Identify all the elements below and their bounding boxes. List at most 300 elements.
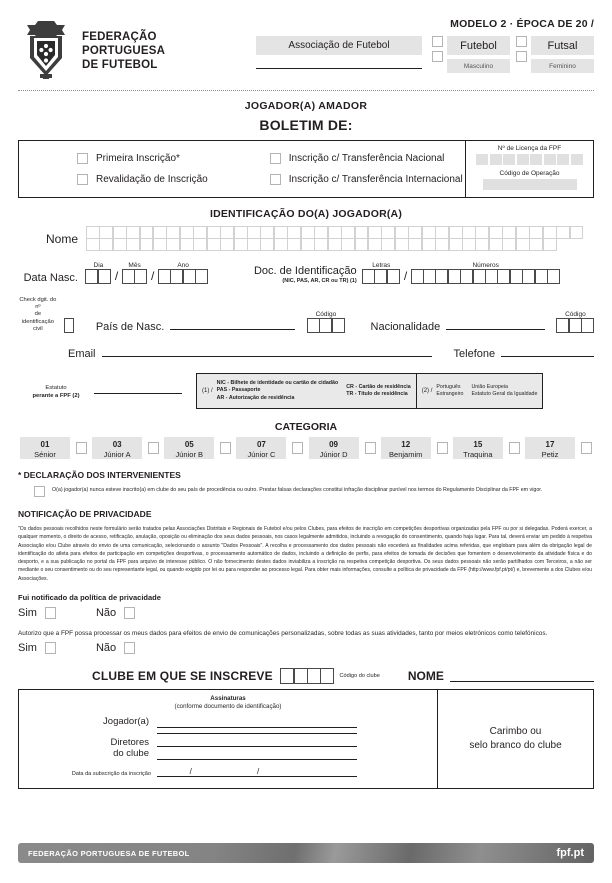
revalidacao-label: Revalidação de Inscrição bbox=[96, 174, 208, 185]
option-revalidacao[interactable] bbox=[77, 174, 208, 185]
estatuto-line-1: Estatuto bbox=[45, 385, 67, 392]
pais-nasc-input[interactable] bbox=[170, 329, 295, 330]
mes-cell[interactable] bbox=[122, 269, 135, 284]
nome-cell[interactable] bbox=[341, 238, 355, 251]
nome-cell[interactable] bbox=[462, 226, 476, 239]
data-slash-2: / bbox=[256, 766, 260, 776]
categoria-checkbox[interactable] bbox=[220, 442, 231, 454]
categoria-tag bbox=[453, 437, 503, 459]
nome-row bbox=[18, 226, 594, 251]
clube-nome-input[interactable] bbox=[450, 670, 594, 682]
nome-cell[interactable] bbox=[247, 226, 261, 239]
numeros-cell[interactable] bbox=[535, 269, 548, 284]
nome-cell[interactable] bbox=[86, 238, 100, 251]
nacionalidade-codigo-cell[interactable] bbox=[569, 318, 582, 333]
categoria-checkbox[interactable] bbox=[581, 442, 592, 454]
categoria-item[interactable] bbox=[164, 437, 231, 459]
nome-cell[interactable] bbox=[395, 238, 409, 251]
nome-cell[interactable] bbox=[207, 238, 221, 251]
assinatura-diretor-line-1[interactable] bbox=[157, 733, 357, 734]
nome-cell[interactable] bbox=[274, 238, 288, 251]
nome-cell[interactable] bbox=[287, 226, 301, 239]
check-digit-line-2: de identificação civil bbox=[21, 311, 54, 332]
carimbo-line-2: selo branco do clube bbox=[469, 739, 562, 751]
page-title: BOLETIM DE: bbox=[259, 117, 353, 133]
privacidade-answer-2[interactable] bbox=[18, 642, 594, 654]
futsal-label: Futsal bbox=[531, 36, 594, 55]
nome-cell[interactable] bbox=[193, 226, 207, 239]
ano-field[interactable] bbox=[158, 262, 208, 284]
nome-cell[interactable] bbox=[180, 238, 194, 251]
associacao-field[interactable] bbox=[256, 36, 422, 69]
sim-checkbox-1[interactable] bbox=[45, 607, 56, 619]
legend-nic: NIC - Bilhete de identidade ou cartão de cidadão bbox=[216, 379, 339, 386]
futebol-checkbox[interactable] bbox=[432, 36, 443, 47]
doc-identificacao-sublabel: (NIC, PAS, AR, CR ou TR) (1) bbox=[282, 278, 357, 284]
associacao-input-line[interactable] bbox=[256, 68, 422, 69]
nome-cell[interactable] bbox=[422, 238, 436, 251]
nacionalidade-codigo-field[interactable] bbox=[557, 311, 594, 333]
categoria-item[interactable] bbox=[453, 437, 520, 459]
numeros-cell[interactable] bbox=[497, 269, 510, 284]
clube-codigo-cell[interactable] bbox=[307, 668, 321, 684]
identificacao-section-title: IDENTIFICAÇÃO DO(A) JOGADOR(A) bbox=[209, 208, 403, 220]
data-subscricao-input[interactable] bbox=[157, 767, 357, 777]
legend-cr: CR - Cartão de residência bbox=[346, 383, 411, 390]
categoria-tag bbox=[525, 437, 575, 459]
assinatura-jogador-line[interactable] bbox=[157, 727, 357, 728]
clube-codigo-cells[interactable] bbox=[281, 668, 335, 684]
nome-label: Nome bbox=[45, 231, 78, 246]
nome-cell[interactable] bbox=[422, 226, 436, 239]
legend-col-4 bbox=[471, 384, 537, 399]
nome-cell[interactable] bbox=[435, 226, 449, 239]
categoria-name: Júnior B bbox=[175, 450, 204, 460]
legend-ar: AR - Autorização de residência bbox=[216, 395, 295, 401]
categoria-number: 09 bbox=[329, 440, 339, 450]
privacidade-question-1: Fui notificado da política de privacidade bbox=[18, 592, 161, 602]
assinatura-jogador-label: Jogador(a) bbox=[103, 715, 149, 727]
nome-cell[interactable] bbox=[462, 238, 476, 251]
nome-cell[interactable] bbox=[260, 226, 274, 239]
nacionalidade-codigo-label: Código bbox=[565, 311, 586, 319]
numeros-cell[interactable] bbox=[460, 269, 473, 284]
brand-line-1: FEDERAÇÃO bbox=[82, 31, 157, 43]
nome-cell[interactable] bbox=[274, 226, 288, 239]
categoria-item[interactable] bbox=[236, 437, 303, 459]
pais-nasc-label: País de Nasc. bbox=[95, 321, 165, 334]
mes-label: Mês bbox=[128, 262, 141, 269]
data-subscricao-label: Data da subscrição da inscrição bbox=[71, 770, 151, 777]
brand-line-2: PORTUGUESA bbox=[82, 45, 166, 58]
sim-label-1: Sim bbox=[18, 606, 37, 619]
brand-line-3: DE FUTEBOL bbox=[82, 59, 158, 72]
nome-cell[interactable] bbox=[126, 238, 140, 251]
licenca-cell[interactable] bbox=[530, 154, 542, 165]
licenca-cell[interactable] bbox=[571, 154, 583, 165]
ano-cell[interactable] bbox=[195, 269, 208, 284]
transferencia-nacional-checkbox[interactable] bbox=[270, 153, 281, 164]
mes-field[interactable] bbox=[122, 262, 147, 284]
categoria-number: 03 bbox=[112, 440, 122, 450]
carimbo-area bbox=[437, 690, 593, 788]
primeira-inscricao-checkbox[interactable] bbox=[77, 153, 88, 164]
footer-left-text: FEDERAÇÃO PORTUGUESA DE FUTEBOL bbox=[28, 848, 190, 858]
nome-cell[interactable] bbox=[368, 238, 382, 251]
nome-cell[interactable] bbox=[301, 226, 315, 239]
country-nationality-row bbox=[18, 297, 594, 333]
categoria-name: Petiz bbox=[541, 450, 559, 460]
nome-cell[interactable] bbox=[247, 238, 261, 251]
ano-cells[interactable] bbox=[158, 269, 208, 284]
assinaturas-box bbox=[18, 689, 594, 789]
categoria-checkbox[interactable] bbox=[437, 442, 448, 454]
assinatura-diretor-line-2[interactable] bbox=[157, 746, 357, 747]
categoria-checkbox[interactable] bbox=[148, 442, 159, 454]
categoria-name: Sénior bbox=[34, 450, 56, 460]
nao-checkbox-1[interactable] bbox=[124, 607, 135, 619]
ano-cell[interactable] bbox=[158, 269, 171, 284]
nome-cell[interactable] bbox=[140, 238, 154, 251]
nome-cell[interactable] bbox=[140, 226, 154, 239]
nome-cell[interactable] bbox=[166, 238, 180, 251]
nome-cell[interactable] bbox=[489, 226, 503, 239]
ano-cell[interactable] bbox=[170, 269, 183, 284]
categoria-tag bbox=[381, 437, 431, 459]
nome-cell[interactable] bbox=[126, 226, 140, 239]
categoria-number: 01 bbox=[40, 440, 50, 450]
privacidade-paragraph: "Os dados pessoais recolhidos neste formulário serão tratados pelas Associações Distritais e Regionais de Futebol e/ou pelos Clubes, para efeitos de inscrição em competições desportivas organizadas pela FPF ou por si delegadas. Poderá exercer, a qualquer momento, o direito de acesso, retificação, anulação, oposição ou eliminação dos seus dados pessoais, nos casos legalmente admitidos, incluindo a revogação do consentimento, quando haja lugar. Para tal, deverá enviar um pedido à respetiva Associação e/ou Clube através do envio de uma comunicação, selecionando o assunto "Dados Pessoais". A recolha e processamento dos dados pessoais não excederá as finalidades acima referidas, que englobam para além da obrigação legal de identificação do atleta para efeitos de participação em competições desportivas, o processamento automático de dados, incluindo a definição de perfis, para efeitos de tomada de decisões que fomentem o desenvolvimento da atividade física e do desporto, e a sua publicação no portal da FPF para arquivo de interesse público. O não fornecimento destes dados inviabiliza a inscrição na respetiva competição desportiva. Os seus dados pessoais não serão partilhados com Terceiros, a não ser mediante o seu consentimento ou do seu representante legal, ou quando exigido por lei ou para responder ao processo legal. Para obter mais informações, consulte a política de privacidade da FPF (http://www.fpf.pt/pt/) e, brevemente a dos Clubes e/ou Associações. bbox=[18, 526, 592, 582]
futebol-label: Futebol bbox=[447, 36, 510, 55]
licenca-cells[interactable] bbox=[466, 154, 593, 165]
nome-cell[interactable] bbox=[341, 226, 355, 239]
nome-cell[interactable] bbox=[475, 238, 489, 251]
dia-cell[interactable] bbox=[98, 269, 111, 284]
categoria-number: 17 bbox=[545, 440, 555, 450]
assinatura-diretores-label bbox=[19, 738, 157, 760]
transferencia-internacional-label: Inscrição c/ Transferência Internacional bbox=[288, 174, 463, 185]
categoria-item[interactable] bbox=[381, 437, 448, 459]
categoria-checkbox[interactable] bbox=[292, 442, 303, 454]
legend-uniao-europeia: União Europeia bbox=[471, 383, 508, 390]
doc-label-block bbox=[254, 266, 357, 284]
masculino-label: Masculino bbox=[447, 59, 510, 73]
pais-codigo-cell[interactable] bbox=[319, 318, 332, 333]
numeros-cell[interactable] bbox=[547, 269, 560, 284]
licenca-cell[interactable] bbox=[517, 154, 529, 165]
nome-cell[interactable] bbox=[99, 226, 113, 239]
email-label: Email bbox=[68, 348, 96, 361]
nome-cell[interactable] bbox=[368, 226, 382, 239]
legend-index-1: (1) / bbox=[202, 388, 213, 395]
email-input[interactable] bbox=[102, 356, 432, 357]
nome-cell[interactable] bbox=[113, 226, 127, 239]
futebol-group[interactable] bbox=[432, 36, 510, 73]
option-primeira-inscricao[interactable] bbox=[77, 153, 208, 164]
pais-codigo-field[interactable] bbox=[307, 311, 344, 333]
categoria-tag bbox=[309, 437, 359, 459]
categoria-checkbox[interactable] bbox=[509, 442, 520, 454]
nome-cell[interactable] bbox=[529, 238, 543, 251]
carimbo-line-1: Carimbo ou bbox=[489, 725, 542, 737]
nome-cell[interactable] bbox=[516, 238, 530, 251]
nome-cell[interactable] bbox=[328, 226, 342, 239]
fpf-shield-cross-icon bbox=[18, 18, 74, 80]
numeros-field[interactable] bbox=[411, 262, 560, 284]
operacao-label: Código de Operação bbox=[499, 170, 560, 177]
legend-col-3 bbox=[436, 384, 463, 399]
nome-cell[interactable] bbox=[381, 226, 395, 239]
nome-cell[interactable] bbox=[529, 226, 543, 239]
check-digit-line-1: Check dgit. do nº bbox=[19, 297, 57, 311]
contact-row bbox=[18, 348, 594, 360]
clube-codigo-cell[interactable] bbox=[294, 668, 308, 684]
categoria-tag bbox=[164, 437, 214, 459]
letras-cell[interactable] bbox=[362, 269, 375, 284]
numeros-cell[interactable] bbox=[411, 269, 424, 284]
option-transferencia-internacional[interactable] bbox=[270, 174, 463, 185]
legend-estatuto-igualdade: Estatuto Geral da Igualdade bbox=[471, 391, 538, 398]
categoria-tag bbox=[20, 437, 70, 459]
categoria-tag bbox=[92, 437, 142, 459]
clube-nome-label: NOME bbox=[407, 668, 444, 683]
nome-cell[interactable] bbox=[180, 226, 194, 239]
date-slash-1: / bbox=[114, 269, 119, 283]
nome-cell[interactable] bbox=[489, 238, 503, 251]
page-subtitle: JOGADOR(A) AMADOR bbox=[244, 100, 368, 112]
categoria-number: 12 bbox=[401, 440, 411, 450]
nome-cell[interactable] bbox=[328, 238, 342, 251]
licenca-panel bbox=[465, 141, 593, 197]
licenca-cell[interactable] bbox=[557, 154, 569, 165]
declaracao-checkbox[interactable] bbox=[34, 486, 45, 497]
privacidade-answer-1[interactable] bbox=[18, 607, 594, 619]
masculino-checkbox[interactable] bbox=[432, 51, 443, 62]
categoria-tag bbox=[236, 437, 286, 459]
nome-cell[interactable] bbox=[260, 238, 274, 251]
nome-cell[interactable] bbox=[381, 238, 395, 251]
clube-codigo-cell[interactable] bbox=[280, 668, 294, 684]
ano-cell[interactable] bbox=[183, 269, 196, 284]
nome-cell[interactable] bbox=[355, 226, 369, 239]
legend-estrangeiro: Estrangeiro bbox=[436, 391, 464, 398]
nao-label-1: Não bbox=[95, 606, 117, 619]
nao-checkbox-2[interactable] bbox=[124, 642, 135, 654]
header-right bbox=[256, 18, 594, 73]
nome-cell[interactable] bbox=[207, 226, 221, 239]
nome-cell[interactable] bbox=[543, 226, 557, 239]
telefone-input[interactable] bbox=[501, 356, 594, 357]
assinaturas-heading: Assinaturas bbox=[210, 694, 246, 702]
futsal-checkbox[interactable] bbox=[516, 36, 527, 47]
page-footer bbox=[18, 843, 594, 863]
categoria-title: CATEGORIA bbox=[274, 421, 338, 434]
licenca-cell[interactable] bbox=[503, 154, 515, 165]
declaracao-row[interactable] bbox=[18, 487, 594, 497]
nome-cell[interactable] bbox=[220, 226, 234, 239]
sim-checkbox-2[interactable] bbox=[45, 642, 56, 654]
feminino-label: Feminino bbox=[531, 59, 594, 73]
licenca-cell[interactable] bbox=[490, 154, 502, 165]
numeros-cell[interactable] bbox=[510, 269, 523, 284]
nome-cell[interactable] bbox=[166, 226, 180, 239]
nome-cell[interactable] bbox=[153, 226, 167, 239]
legend-col-2 bbox=[346, 384, 410, 399]
numeros-cell[interactable] bbox=[485, 269, 498, 284]
legend-col-1 bbox=[217, 380, 339, 403]
numeros-cell[interactable] bbox=[522, 269, 535, 284]
legend-status-types bbox=[416, 374, 543, 408]
estatuto-input[interactable] bbox=[94, 393, 182, 394]
nome-cell[interactable] bbox=[408, 238, 422, 251]
nacionalidade-label: Nacionalidade bbox=[370, 321, 441, 334]
nome-cell[interactable] bbox=[570, 226, 584, 239]
clube-row bbox=[18, 668, 594, 684]
nome-cell[interactable] bbox=[556, 226, 570, 239]
categoria-item[interactable] bbox=[525, 437, 592, 459]
categoria-number: 05 bbox=[184, 440, 194, 450]
numeros-cells[interactable] bbox=[411, 269, 560, 284]
nome-cell[interactable] bbox=[301, 238, 315, 251]
pais-codigo-cells[interactable] bbox=[307, 318, 344, 333]
categoria-name: Júnior A bbox=[103, 450, 131, 460]
letras-cells[interactable] bbox=[363, 269, 400, 284]
nome-cell[interactable] bbox=[193, 238, 207, 251]
assinatura-diretor-row-1 bbox=[19, 733, 437, 760]
dia-field[interactable] bbox=[86, 262, 111, 284]
date-slash-2: / bbox=[150, 269, 155, 283]
nome-cell[interactable] bbox=[502, 226, 516, 239]
nacionalidade-codigo-cell[interactable] bbox=[581, 318, 594, 333]
letras-cell[interactable] bbox=[387, 269, 400, 284]
nome-cell[interactable] bbox=[234, 226, 248, 239]
numeros-cell[interactable] bbox=[448, 269, 461, 284]
categoria-item[interactable] bbox=[309, 437, 376, 459]
feminino-checkbox[interactable] bbox=[516, 51, 527, 62]
nome-cell[interactable] bbox=[502, 238, 516, 251]
licenca-label: Nº de Licença da FPF bbox=[497, 145, 562, 152]
letras-field[interactable] bbox=[363, 262, 400, 284]
privacidade-heading: NOTIFICAÇÃO DE PRIVACIDADE bbox=[18, 509, 152, 520]
footer-site: fpf.pt bbox=[556, 847, 584, 859]
estatuto-line-2: perante a FPF (2) bbox=[32, 392, 80, 399]
nome-cell[interactable] bbox=[220, 238, 234, 251]
licenca-cell[interactable] bbox=[476, 154, 488, 165]
dia-cell[interactable] bbox=[85, 269, 98, 284]
nome-cell[interactable] bbox=[475, 226, 489, 239]
letras-label: Letras bbox=[372, 262, 391, 269]
nome-cell[interactable] bbox=[543, 238, 557, 251]
estatuto-label bbox=[18, 373, 94, 401]
nome-cell[interactable] bbox=[395, 226, 409, 239]
numeros-cell[interactable] bbox=[473, 269, 486, 284]
categoria-name: Traquina bbox=[463, 450, 493, 460]
associacao-label: Associação de Futebol bbox=[256, 36, 422, 55]
nome-cell[interactable] bbox=[449, 226, 463, 239]
nome-cell[interactable] bbox=[153, 238, 167, 251]
pais-codigo-cell[interactable] bbox=[307, 318, 320, 333]
legend-portugues: Português bbox=[436, 383, 461, 390]
numeros-cell[interactable] bbox=[423, 269, 436, 284]
nacionalidade-codigo-cell[interactable] bbox=[556, 318, 569, 333]
mes-cells[interactable] bbox=[122, 269, 147, 284]
check-digit-cell[interactable] bbox=[64, 318, 74, 333]
nome-cell[interactable] bbox=[86, 226, 100, 239]
categoria-item[interactable] bbox=[92, 437, 159, 459]
legend-tr: TR - Título de residência bbox=[346, 391, 408, 398]
dia-label: Dia bbox=[93, 262, 104, 269]
nome-cell[interactable] bbox=[408, 226, 422, 239]
legend-pas: PAS - Passaporte bbox=[216, 387, 261, 394]
categoria-checkbox[interactable] bbox=[76, 442, 87, 454]
diretores-line-2: do clube bbox=[113, 747, 149, 759]
nome-input-grid[interactable] bbox=[86, 226, 588, 251]
nome-cell[interactable] bbox=[355, 238, 369, 251]
declaracao-text: O(a) jogador(a) nunca esteve inscrito(a) em clube do seu país de procedência ou outro. Prestar falsas declarações constitui infração disciplinar punível nos termos do Regulamento Disciplinar da FPF em vigor. bbox=[52, 487, 543, 494]
categoria-number: 15 bbox=[473, 440, 483, 450]
option-transferencia-nacional[interactable] bbox=[270, 153, 463, 164]
nacionalidade-input[interactable] bbox=[446, 329, 545, 330]
telefone-label: Telefone bbox=[453, 348, 496, 361]
assinatura-jogador-row bbox=[19, 717, 437, 728]
legend-box bbox=[196, 373, 543, 409]
nome-cell[interactable] bbox=[516, 226, 530, 239]
transferencia-internacional-checkbox[interactable] bbox=[270, 174, 281, 185]
nome-cell[interactable] bbox=[449, 238, 463, 251]
declaracao-heading: * DECLARAÇÃO DOS INTERVENIENTES bbox=[18, 470, 181, 481]
categoria-name: Júnior C bbox=[247, 450, 276, 460]
nome-cell[interactable] bbox=[435, 238, 449, 251]
licenca-cell[interactable] bbox=[544, 154, 556, 165]
transferencia-nacional-label: Inscrição c/ Transferência Nacional bbox=[288, 153, 445, 164]
diretores-lines-group bbox=[157, 733, 357, 760]
nome-cell[interactable] bbox=[314, 226, 328, 239]
categoria-number: 07 bbox=[256, 440, 266, 450]
numeros-cell[interactable] bbox=[435, 269, 448, 284]
assinaturas-heading-block bbox=[19, 690, 437, 712]
mes-cell[interactable] bbox=[134, 269, 147, 284]
doc-identificacao-label: Doc. de Identificação bbox=[253, 265, 357, 278]
nome-cell[interactable] bbox=[234, 238, 248, 251]
letras-cell[interactable] bbox=[374, 269, 387, 284]
nome-cell[interactable] bbox=[314, 238, 328, 251]
estatuto-row bbox=[18, 373, 594, 409]
data-nasc-label: Data Nasc. bbox=[23, 272, 78, 284]
birth-and-doc-row bbox=[18, 262, 594, 284]
ano-label: Ano bbox=[177, 262, 189, 269]
categoria-checkbox[interactable] bbox=[365, 442, 376, 454]
operacao-input[interactable] bbox=[483, 179, 577, 190]
pais-codigo-cell[interactable] bbox=[332, 318, 345, 333]
sim-label-2: Sim bbox=[18, 641, 37, 654]
nome-cell[interactable] bbox=[287, 238, 301, 251]
nacionalidade-codigo-cells[interactable] bbox=[557, 318, 594, 333]
check-digit-label bbox=[18, 297, 58, 333]
legend-doc-types bbox=[197, 374, 416, 408]
revalidacao-checkbox[interactable] bbox=[77, 174, 88, 185]
categoria-item[interactable] bbox=[20, 437, 87, 459]
clube-title: CLUBE EM QUE SE INSCREVE bbox=[92, 668, 273, 683]
nome-cell[interactable] bbox=[113, 238, 127, 251]
clube-codigo-cell[interactable] bbox=[320, 668, 334, 684]
assinaturas-subheading: (conforme documento de identificação) bbox=[174, 703, 282, 711]
nome-cell[interactable] bbox=[99, 238, 113, 251]
dia-cells[interactable] bbox=[86, 269, 111, 284]
nao-label-2: Não bbox=[95, 641, 117, 654]
assinatura-diretor-line-3[interactable] bbox=[157, 759, 357, 760]
futsal-group[interactable] bbox=[516, 36, 594, 73]
header-divider bbox=[18, 90, 594, 91]
